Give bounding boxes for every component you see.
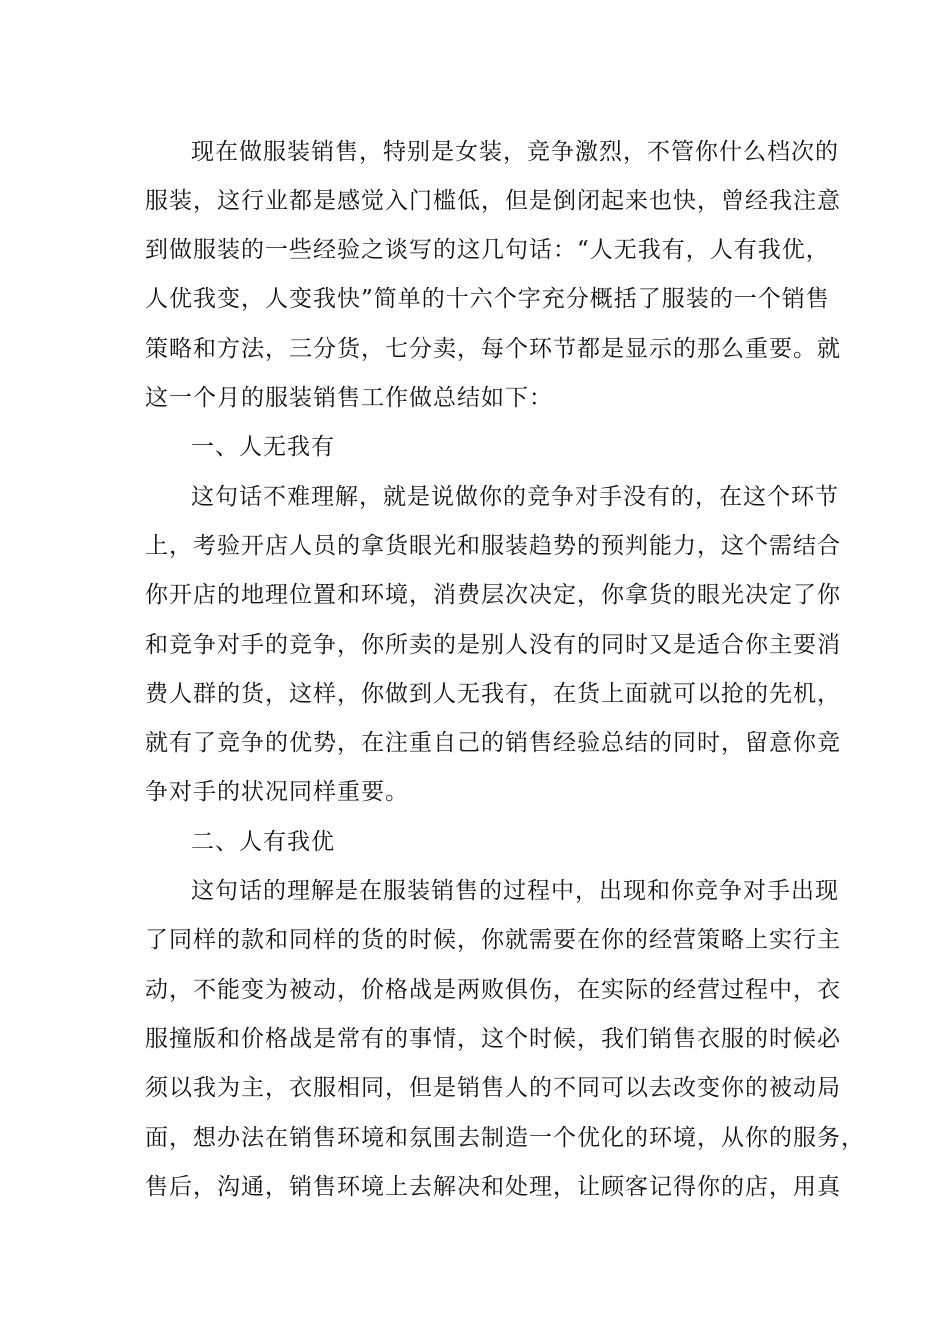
paragraph-line: 这一个月的服装销售工作做总结如下：	[145, 385, 553, 411]
paragraph-line: 售后，沟通，销售环境上去解决和处理，让顾客记得你的店，用真	[145, 1174, 841, 1200]
section-heading: 二、人有我优	[191, 829, 335, 855]
section-heading: 一、人无我有	[191, 434, 335, 460]
paragraph-line: 了同样的款和同样的货的时候，你就需要在你的经营策略上实行主	[145, 927, 841, 953]
paragraph-line: 就有了竞争的优势，在注重自己的销售经验总结的同时，留意你竞	[145, 730, 841, 756]
paragraph-line: 到做服装的一些经验之谈写的这几句话：“人无我有，人有我优，	[145, 237, 830, 263]
paragraph-line: 和竞争对手的竞争，你所卖的是别人没有的同时又是适合你主要消	[145, 632, 841, 658]
paragraph-line: 须以我为主，衣服相同，但是销售人的不同可以去改变你的被动局	[145, 1075, 841, 1101]
paragraph-line: 人优我变，人变我快”简单的十六个字充分概括了服装的一个销售	[145, 286, 830, 312]
paragraph-line: 策略和方法，三分货，七分卖，每个环节都是显示的那么重要。就	[145, 336, 841, 362]
paragraph-line: 这句话的理解是在服装销售的过程中，出现和你竞争对手出现	[191, 878, 839, 904]
paragraph-line: 现在做服装销售，特别是女装，竞争激烈，不管你什么档次的	[191, 139, 839, 165]
paragraph-line: 面，想办法在销售环境和氛围去制造一个优化的环境，从你的服务，	[145, 1125, 865, 1151]
paragraph-line: 争对手的状况同样重要。	[145, 779, 409, 805]
paragraph-line: 服撞版和价格战是常有的事情，这个时候，我们销售衣服的时候必	[145, 1026, 841, 1052]
paragraph-line: 费人群的货，这样，你做到人无我有，在货上面就可以抢的先机，	[145, 681, 841, 707]
paragraph-line: 这句话不难理解，就是说做你的竞争对手没有的，在这个环节	[191, 484, 839, 510]
paragraph-line: 动，不能变为被动，价格战是两败俱伤，在实际的经营过程中，衣	[145, 977, 841, 1003]
paragraph-line: 上，考验开店人员的拿货眼光和服装趋势的预判能力，这个需结合	[145, 533, 841, 559]
paragraph-line: 你开店的地理位置和环境，消费层次决定，你拿货的眼光决定了你	[145, 582, 841, 608]
paragraph-line: 服装，这行业都是感觉入门槛低，但是倒闭起来也快，曾经我注意	[145, 188, 841, 214]
